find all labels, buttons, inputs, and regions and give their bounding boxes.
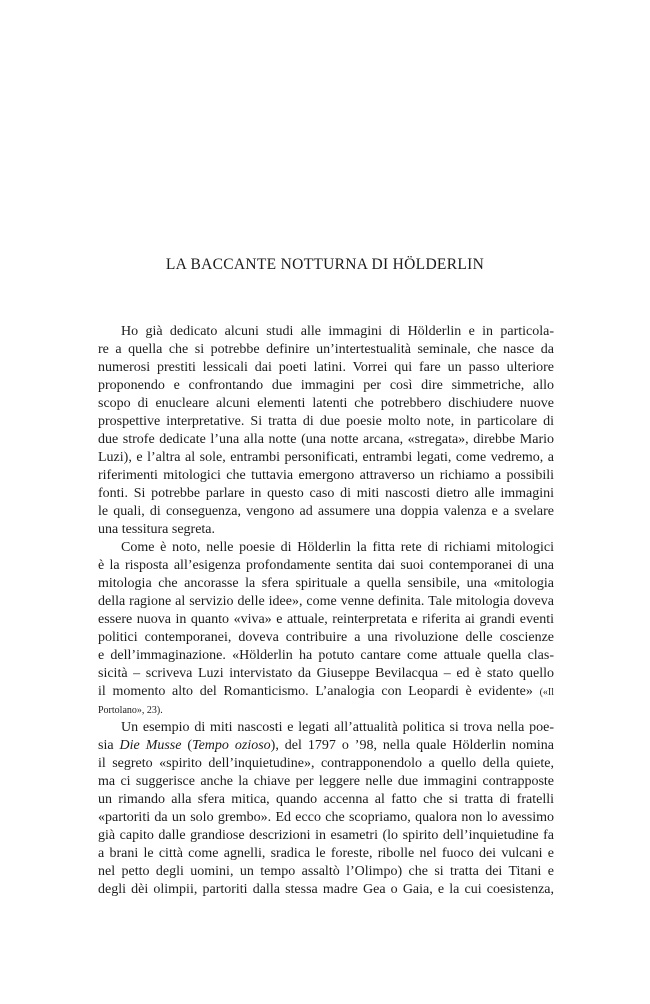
text-line: Come è noto, nelle poesie di Hölderlin la fitta rete di richiami mitologici — [121, 540, 554, 555]
text-line: Ho già dedicato alcuni studi alle immagini di Hölderlin e in particola- — [121, 324, 554, 339]
text-line: fonti. Si potrebbe parlare in questo caso di miti nascosti dietro alle immagini — [98, 486, 554, 501]
text-line: a brani le città come agnelli, sradica le foreste, ribolle nel fuoco dei vulcani e — [98, 846, 554, 861]
poem-title-translation: Tempo ozioso — [192, 738, 271, 753]
body-text — [98, 323, 554, 899]
text-line: un rimando alla sfera mitica, quando accenna al fatto che si tratta di fratelli — [98, 792, 554, 807]
text-line — [98, 701, 554, 719]
text-line: re a quella che si potrebbe definire un’intertestualità seminale, che nasce da — [98, 342, 554, 357]
text-fragment: il momento alto del Romanticismo. L’analogia con Leopardi è evidente» — [98, 684, 533, 699]
text-line: nel petto degli uomini, un tempo assaltò l’Olimpo) che si tratta dei Titani e — [98, 864, 554, 879]
text-line: riferimenti mitologici che tuttavia emergono attraverso un richiamo a possibili — [98, 468, 554, 483]
text-line: essere nuova in quanto «viva» e attuale, reinterpretata e riferita ai grandi eventi — [98, 612, 554, 627]
text-line: sicità – scriveva Luzi intervistato da Giuseppe Bevilacqua – ed è stato quello — [98, 666, 554, 681]
text-line: Un esempio di miti nascosti e legati all’attualità politica si trova nella poe- — [121, 720, 554, 735]
citation: Portolano», 23). — [98, 705, 163, 716]
citation: («Il — [539, 687, 555, 698]
paragraph-2 — [98, 539, 554, 719]
text-line: due strofe dedicate l’una alla notte (una notte arcana, «stregata», direbbe Mario — [98, 432, 554, 447]
text-line: scopo di enucleare alcuni elementi latenti che potrebbero dischiudere nuove — [98, 396, 554, 411]
text-line: proponendo e confrontando due immagini per così dire simmetriche, allo — [98, 378, 554, 393]
text-line: una tessitura segreta. — [98, 522, 216, 537]
text-line: politici contemporanei, doveva contribuire a una rivoluzione delle coscienze — [98, 630, 554, 645]
text-fragment: sia — [98, 738, 120, 753]
text-line: già capito dalle grandiose descrizioni in esametri (lo spirito dell’inquietudine fa — [98, 828, 554, 843]
text-line: è la risposta all’esigenza profondamente sentita dai suoi contemporanei di una — [98, 558, 554, 573]
text-line: mitologia che ancorasse la sfera spirituale a quella sensibile, una «mitologia — [98, 576, 554, 591]
text-line: le quali, di conseguenza, vengono ad assumere una doppia valenza e a svelare — [98, 504, 554, 519]
text-line: «partoriti da un solo grembo». Ed ecco che scopriamo, qualora non lo avessimo — [98, 810, 554, 825]
text-line: degli dèi olimpii, partoriti dalla stessa madre Gea o Gaia, e la cui coesistenza, — [98, 882, 554, 897]
poem-title: Die Musse — [119, 738, 182, 753]
text-line: prospettive interpretative. Si tratta di due poesie molto note, in particolare di — [98, 414, 554, 429]
text-line — [98, 683, 554, 701]
text-line: il segreto «spirito dell’inquietudine», contrapponendolo a quello della quiete, — [98, 756, 554, 771]
text-line: Luzi), e l’altra al sole, entrambi personificati, entrambi legati, come vedremo, a — [98, 450, 554, 465]
paragraph-3 — [98, 719, 554, 899]
text-line: e dell’immaginazione. «Hölderlin ha potuto cantare come attuale quella clas- — [98, 648, 554, 663]
text-line — [98, 737, 554, 755]
chapter-title: LA BACCANTE NOTTURNA DI HÖLDERLIN — [165, 256, 485, 273]
text-line: della ragione al servizio delle idee», come venne definita. Tale mitologia doveva — [98, 594, 554, 609]
text-fragment: ), del 1797 o ’98, nella quale Hölderlin nomina — [270, 738, 554, 753]
paragraph-1 — [98, 323, 554, 539]
text-line: ma ci suggerisce anche la chiave per leggere nelle due immagini contrapposte — [98, 774, 554, 789]
text-line: numerosi prestiti lessicali dai poeti latini. Vorrei qui fare un passo ulteriore — [98, 360, 554, 375]
text-fragment: ( — [181, 738, 193, 753]
